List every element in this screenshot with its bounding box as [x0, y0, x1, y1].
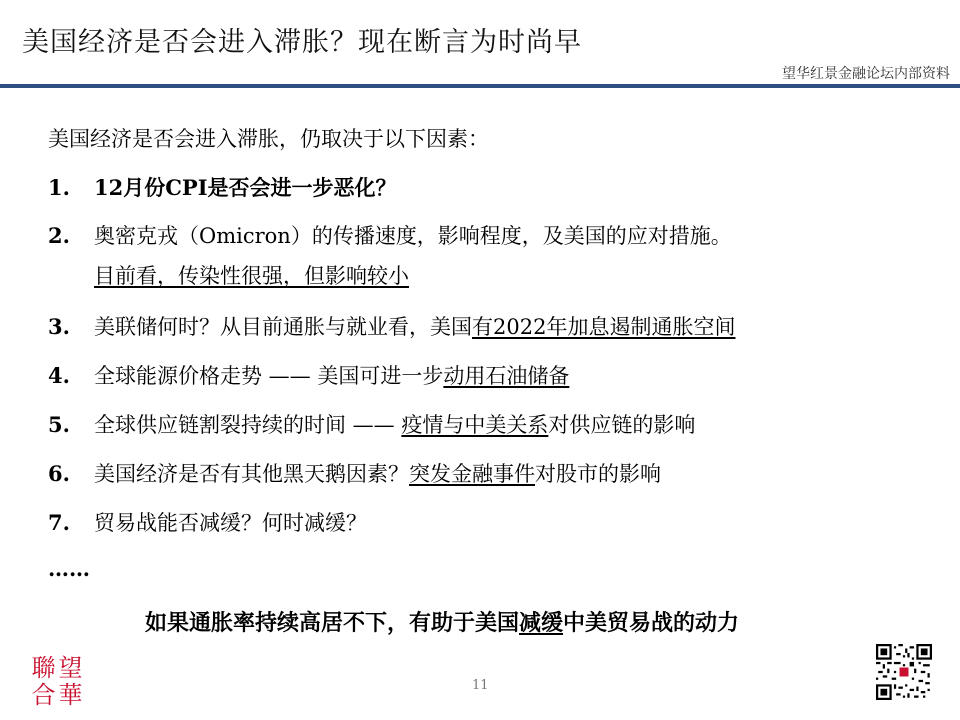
list-item-number: 4.	[48, 363, 70, 388]
list-item-text: 贸易战能否减缓？何时减缓？	[94, 511, 367, 535]
list-item-4	[48, 360, 569, 390]
list-item-1	[48, 172, 397, 202]
ellipsis: ……	[48, 556, 90, 581]
list-item-7	[48, 507, 367, 537]
list-item-5	[48, 409, 695, 439]
list-item-underlined-text: 动用石油储备	[443, 364, 570, 388]
list-item-underlined-text: 目前看，传染性很强，但影响较小	[94, 264, 409, 288]
logo-char: 華	[58, 681, 83, 709]
list-item-text: 全球供应链割裂持续的时间 ——	[94, 413, 402, 437]
conclusion	[145, 606, 739, 637]
list-item-text: 美国经济是否有其他黑天鹅因素？	[94, 462, 409, 486]
list-item-underlined-text: 突发金融事件	[409, 462, 535, 486]
logo-char: 聯	[31, 654, 56, 682]
list-item-underlined-text: 疫情与中美关系	[401, 413, 549, 437]
list-item-2-continuation	[94, 260, 409, 290]
list-item-number: 7.	[48, 510, 70, 535]
qr-code-icon	[876, 644, 932, 700]
intro-text: 美国经济是否会进入滞胀，仍取决于以下因素：	[48, 127, 489, 151]
logo-char: 望	[58, 654, 83, 682]
list-item-number: 6.	[48, 461, 70, 486]
list-item-3	[48, 311, 735, 341]
conclusion-underlined-text: 减缓	[519, 611, 564, 636]
slide-title: 美国经济是否会进入滞胀？现在断言为时尚早	[22, 27, 582, 58]
org-label: 望华红景金融论坛内部资料	[782, 66, 950, 82]
list-item-2	[48, 220, 732, 250]
list-item-text-tail: 对供应链的影响	[548, 413, 696, 437]
logo	[30, 655, 84, 709]
list-item-text: 美联储何时？从目前通胀与就业看，美国	[94, 315, 472, 339]
header-divider	[0, 84, 960, 88]
list-item-text: 奥密克戎（Omicron）的传播速度，影响程度，及美国的应对措施。	[94, 224, 732, 248]
list-item-text: 全球能源价格走势 —— 美国可进一步	[94, 364, 444, 388]
list-item-underlined-text: 有2022年加息遏制通胀空间	[472, 315, 736, 339]
list-item-6	[48, 458, 661, 488]
logo-char: 合	[31, 681, 56, 709]
list-item-text: 12月份CPI是否会进一步恶化？	[94, 175, 397, 200]
list-item-text-tail: 对股市的影响	[535, 462, 661, 486]
list-item-number: 3.	[48, 314, 70, 339]
page-number: 11	[472, 678, 489, 693]
list-item-number: 1.	[48, 175, 70, 200]
conclusion-text: 如果通胀率持续高居不下，有助于美国	[145, 611, 520, 636]
conclusion-text-tail: 中美贸易战的动力	[563, 611, 740, 636]
list-item-number: 5.	[48, 412, 70, 437]
list-item-number: 2.	[48, 223, 70, 248]
